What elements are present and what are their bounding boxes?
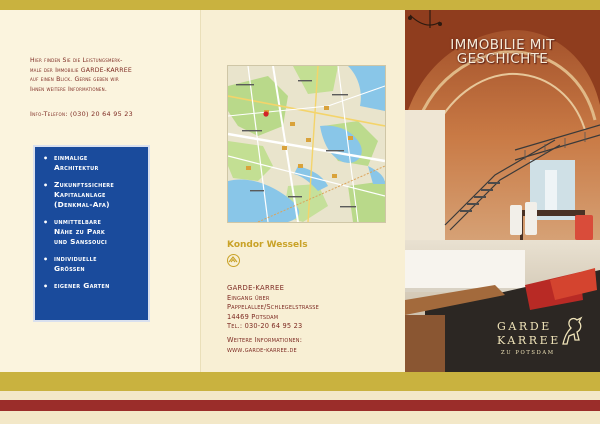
developer-brand: Kondor Wessels [227,240,308,250]
headline [405,38,600,66]
features-box [33,145,150,322]
address-line: Pappelallee/Schlegelstrasse [227,303,320,312]
bullet-icon: • [43,180,49,190]
intro-line: male der Immobilie GARDE-KARREE [30,66,132,74]
garde-karree-logo [495,316,595,368]
feature-line: Grössen [54,263,85,273]
property-name: GARDE-KARREE [227,284,285,292]
more-info-label: Weitere Informationen: [227,336,303,344]
feature-line: (Denkmal-Afa) [54,199,110,209]
feature-item [43,254,143,274]
logo-line: GARDE [497,320,552,333]
intro-line: auf einen Blick. Gerne geben wir [30,76,119,84]
horse-icon [559,316,585,346]
intro-line: Hier finden Sie die Leistungsmerk- [30,57,123,64]
address-line: 14469 Potsdam [227,312,279,321]
address-line: Eingang über [227,293,270,302]
right-panel [405,10,600,372]
intro-text [30,56,190,94]
website-link[interactable]: www.garde-karree.de [227,345,297,354]
feature-line: Kapitalanlage [54,189,106,199]
address-phone: Tel.: 030-20 64 95 23 [227,322,303,331]
feature-line: einmalige [54,153,88,162]
more-info-block [227,336,397,355]
bullet-icon: • [43,154,49,163]
intro-line: Ihnen weitere Informationen. [30,85,107,93]
top-gold-band [0,0,600,10]
kondor-logo-icon [227,254,240,267]
logo-line: ZU POTSDAM [501,350,555,356]
feature-line: unmittelbare [54,216,102,226]
address-block [227,284,397,332]
bottom-gold-band [0,372,600,391]
feature-item [43,153,143,173]
feature-item [43,281,143,291]
feature-line: eigener Garten [54,280,110,290]
location-map[interactable] [227,65,386,223]
feature-item [43,180,143,210]
feature-line: Zukunftssichere [54,179,115,189]
info-phone: Info-Telefon: (030) 20 64 95 23 [30,110,133,118]
bullet-icon: • [43,254,49,264]
feature-line: und Sanssouci [54,236,108,246]
bottom-cream-band [0,391,600,400]
bottom-edge-band [0,411,600,424]
logo-line: KARREE [497,334,561,347]
feature-line: individuelle [54,253,97,263]
bullet-icon: • [43,217,49,227]
headline-line: IMMOBILIE MIT [450,37,555,53]
feature-item [43,217,143,247]
bottom-red-band [0,400,600,411]
map-graphic [228,66,385,222]
feature-line: Nähe zu Park [54,226,106,236]
headline-line: GESCHICHTE [456,51,549,68]
bullet-icon: • [43,281,49,291]
feature-line: Architektur [54,162,99,172]
features-list [43,153,143,291]
